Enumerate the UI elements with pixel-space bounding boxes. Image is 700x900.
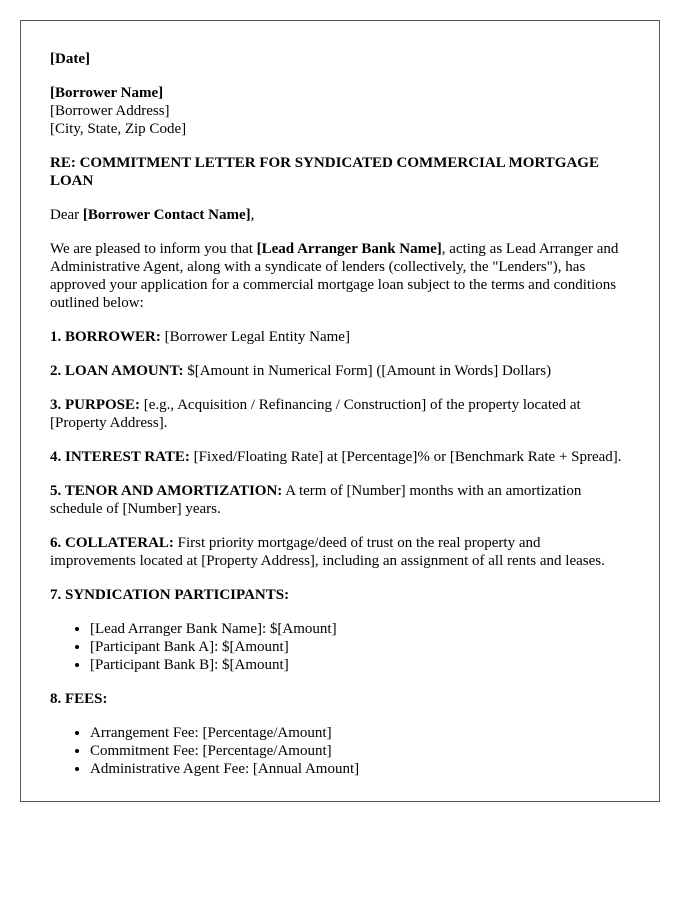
- section-text: [Borrower Legal Entity Name]: [160, 329, 350, 345]
- intro-after: , acting as Lead Arranger and Administrative Agent, along with a syndicate of lenders (collectively, the "Lenders"), has approved your application for a commercial mortgage loan subject to the terms and conditions outlined below:: [50, 241, 619, 311]
- section-text: A term of [Number] months with an amortization schedule of [Number] years.: [50, 483, 582, 517]
- list-item: • Commitment Fee: [Percentage/Amount]: [90, 742, 625, 760]
- section-text: $[Amount in Numerical Form] ([Amount in Words] Dollars): [183, 363, 552, 379]
- list-item: • Administrative Agent Fee: [Annual Amount]: [90, 760, 625, 778]
- section-text: [e.g., Acquisition / Refinancing / Construction] of the property located at [Property Address].: [50, 397, 581, 431]
- section-label: 3. PURPOSE:: [50, 397, 140, 413]
- salutation-prefix: Dear: [50, 207, 83, 223]
- participants-list: [50, 620, 625, 674]
- borrower-address: [Borrower Address]: [50, 103, 170, 119]
- section-text: [Fixed/Floating Rate] at [Percentage]% or [Benchmark Rate + Spread].: [189, 449, 622, 465]
- borrower-address-block: [50, 84, 625, 138]
- section-participants-heading: [50, 586, 625, 604]
- salutation: [50, 206, 625, 224]
- list-item: • [Participant Bank A]: $[Amount]: [90, 638, 625, 656]
- section-label: 8. FEES:: [50, 691, 108, 707]
- letter-page: [20, 20, 660, 802]
- section-collateral: [50, 534, 625, 570]
- section-label: 5. TENOR AND AMORTIZATION:: [50, 483, 283, 499]
- list-item: • Arrangement Fee: [Percentage/Amount]: [90, 724, 625, 742]
- section-interest-rate: [50, 448, 625, 466]
- section-label: 4. INTEREST RATE:: [50, 449, 190, 465]
- list-item: • [Participant Bank B]: $[Amount]: [90, 656, 625, 674]
- section-label: 1. BORROWER:: [50, 329, 161, 345]
- salutation-name: [Borrower Contact Name]: [82, 207, 251, 223]
- subject-text: RE: COMMITMENT LETTER FOR SYNDICATED COMMERCIAL MORTGAGE LOAN: [50, 155, 599, 189]
- letter-content: [50, 50, 625, 794]
- section-borrower: [50, 328, 625, 346]
- borrower-name: [Borrower Name]: [50, 85, 164, 101]
- section-purpose: [50, 396, 625, 432]
- section-label: 7. SYNDICATION PARTICIPANTS:: [50, 587, 290, 603]
- intro-before: We are pleased to inform you that: [50, 241, 257, 257]
- date-text: [Date]: [50, 51, 90, 67]
- section-tenor: [50, 482, 625, 518]
- section-label: 2. LOAN AMOUNT:: [50, 363, 184, 379]
- salutation-suffix: ,: [250, 207, 255, 223]
- section-fees-heading: [50, 690, 625, 708]
- letter-date: [50, 50, 625, 68]
- section-text: First priority mortgage/deed of trust on the real property and improvements located at [Property Address], including an assignment of all rents and leases.: [50, 535, 605, 569]
- subject-line: [50, 154, 625, 190]
- intro-bank: [Lead Arranger Bank Name]: [256, 241, 442, 257]
- section-loan-amount: [50, 362, 625, 380]
- list-item: • [Lead Arranger Bank Name]: $[Amount]: [90, 620, 625, 638]
- fees-list: [50, 724, 625, 778]
- intro-paragraph: [50, 240, 625, 312]
- borrower-city: [City, State, Zip Code]: [50, 121, 187, 137]
- section-label: 6. COLLATERAL:: [50, 535, 174, 551]
